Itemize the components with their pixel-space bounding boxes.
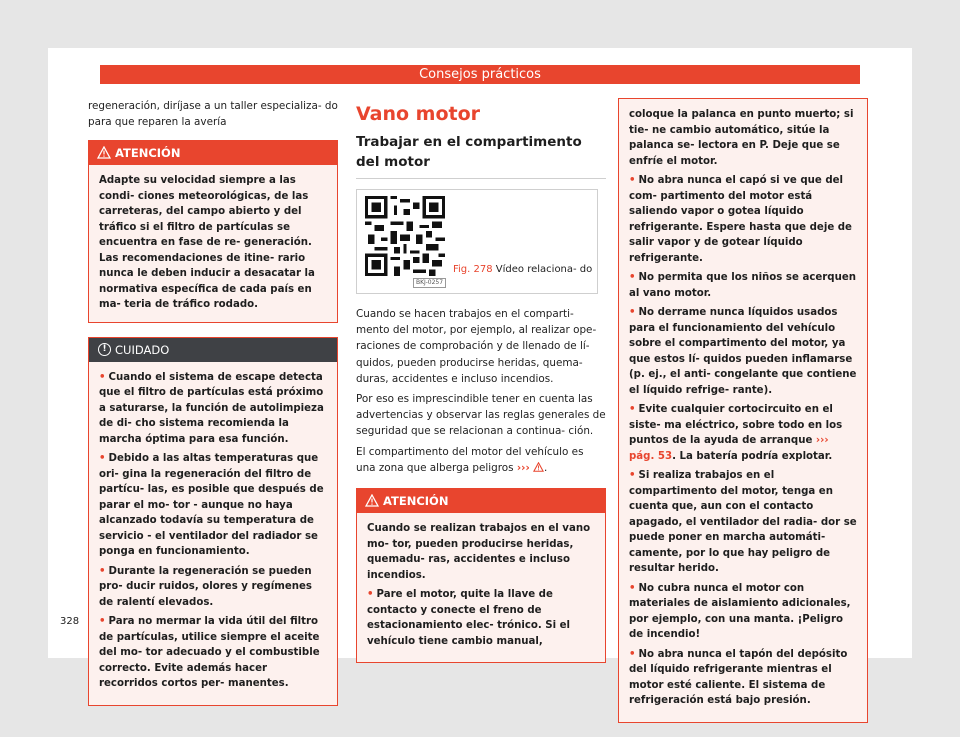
warning-title: ATENCIÓN bbox=[383, 494, 449, 509]
manual-page bbox=[48, 48, 912, 706]
figure-caption-text: Vídeo relaciona- do bbox=[495, 264, 593, 275]
warning-triangle-icon bbox=[365, 494, 379, 507]
bullet-icon: • bbox=[99, 616, 106, 628]
warning-box bbox=[88, 140, 338, 323]
warning-intro: Cuando se realizan trabajos en el vano mo- tor, pueden producirse heridas, quemadu- ras, accidentes e incluso incendios. bbox=[367, 523, 591, 581]
caution-item: • Debido a las altas temperaturas que ori- gina la regeneración del filtro de partícu- las, es posible que después de parar el mo- tor - aunque no haya alcanzado todavía su temperatura de servicio - el ventilador del radiador se ponga en funcionamiento. bbox=[99, 453, 324, 558]
warning-box-continued bbox=[618, 98, 868, 723]
figure-number: Fig. 278 bbox=[453, 264, 493, 275]
figure-code: BKJ-0257 bbox=[413, 278, 446, 288]
column-right bbox=[618, 98, 868, 737]
bullet-icon: • bbox=[629, 307, 636, 318]
column-middle bbox=[356, 98, 606, 677]
warning-item: • No permita que los niños se acerquen al vano motor. bbox=[629, 272, 856, 299]
warning-content bbox=[357, 513, 605, 662]
bullet-icon: • bbox=[629, 582, 636, 594]
column-left bbox=[88, 98, 338, 720]
bullet-icon: • bbox=[367, 589, 374, 601]
warning-header bbox=[357, 489, 605, 513]
bullet-icon: • bbox=[629, 648, 636, 660]
page-number: 328 bbox=[60, 616, 80, 627]
caution-title: CUIDADO bbox=[115, 342, 170, 357]
section-title: Vano motor bbox=[356, 103, 481, 125]
cross-reference-link[interactable]: ››› bbox=[516, 461, 530, 474]
warning-item: • No abra nunca el capó si ve que del com- partimento del motor está saliendo vapor o gotea líquido refrigerante. Espere hasta que deje de salir vapor y de gotear líquido refrigerante. bbox=[629, 175, 852, 264]
warning-triangle-icon bbox=[97, 146, 111, 159]
paragraph: Cuando se hacen trabajos en el comparti- mento del motor, por ejemplo, al realizar ope- raciones de comprobación y de llenado de lí- quidos, pueden producirse heridas, quema- duras, accidentes e incluso incendios. bbox=[356, 308, 597, 385]
warning-triangle-icon[interactable] bbox=[533, 462, 544, 472]
bullet-icon: • bbox=[629, 470, 636, 481]
page-reference-link[interactable]: ››› pág. 53 bbox=[629, 435, 829, 462]
warning-item: • No derrame nunca líquidos usados para el funcionamiento del vehículo sobre el compartimento del motor, ya que estos lí- quidos pueden inflamarse (p. ej., el anti- congelante que contiene el líquido refrige- rante). bbox=[629, 307, 857, 396]
section-subtitle: Trabajar en el compartimento del motor bbox=[356, 132, 606, 179]
figure-caption bbox=[453, 263, 593, 276]
bullet-icon: • bbox=[99, 453, 106, 465]
caution-box bbox=[88, 337, 338, 706]
continuation-text: coloque la palanca en punto muerto; si tie- ne cambio automático, sitúe la palanca se- lectora en P. Deje que se enfríe el motor. bbox=[629, 109, 854, 167]
warning-box bbox=[356, 488, 606, 663]
caution-item: • Durante la regeneración se pueden pro- ducir ruidos, olores y regímenes de ralentí elevados. bbox=[99, 565, 312, 608]
bullet-icon: • bbox=[629, 175, 636, 186]
caution-header bbox=[89, 338, 337, 362]
figure-video bbox=[356, 189, 598, 294]
warning-item: • Evite cualquier cortocircuito en el siste- ma eléctrico, sobre todo en los puntos de la ayuda de arranque ››› pág. 53. La batería podría explotar. bbox=[629, 404, 843, 462]
paragraph: Por eso es imprescindible tener en cuenta las advertencias y observar las reglas generales de seguridad que se relacionan a continua- ción. bbox=[356, 393, 606, 438]
caution-list bbox=[89, 362, 337, 705]
caution-item: • Para no mermar la vida útil del filtro de partículas, utilice siempre el aceite del mo- tor adecuado y el combustible correcto. Evite además hacer recorridos cortos per- manentes. bbox=[99, 616, 320, 690]
paragraph: El compartimento del motor del vehículo es una zona que alberga peligros ››› . bbox=[356, 445, 584, 474]
warning-continued-content bbox=[619, 99, 867, 722]
warning-item: • Pare el motor, quite la llave de contacto y conecte el freno de estacionamiento elec- trónico. Si el vehículo tiene cambio manual, bbox=[367, 589, 571, 647]
warning-text: Adapte su velocidad siempre a las condi- ciones meteorológicas, de las carreteras, del campo abierto y del tráfico si el filtro de partículas se encuentra en fase de re- generación. Las recomendaciones de itine- rario nunca le deben inducir a desacatar la normativa específica de cada país en ma- teria de tráfico rodado. bbox=[99, 175, 315, 311]
warning-item: • No cubra nunca el motor con materiales de aislamiento adicionales, por ejemplo, con una manta. ¡Peligro de incendio! bbox=[629, 582, 851, 640]
warning-header bbox=[89, 141, 337, 165]
warning-item: • Si realiza trabajos en el compartimento del motor, tenga en cuenta que, aun con el contacto apagado, el ventilador del radia- dor se puede poner en marcha automáti- camente, por lo que hay peligro de resultar herido. bbox=[629, 470, 857, 574]
caution-item: • Cuando el sistema de escape detecta que el filtro de partículas está próximo a saturarse, la función de autolimpieza de di- cho sistema recomienda la marcha óptima para esa función. bbox=[99, 371, 324, 445]
info-circle-icon: ! bbox=[98, 343, 111, 356]
qr-code-icon[interactable] bbox=[365, 196, 445, 276]
bullet-icon: • bbox=[99, 565, 106, 577]
bullet-icon: • bbox=[629, 272, 636, 283]
warning-item: • No abra nunca el tapón del depósito del líquido refrigerante mientras el motor esté caliente. El sistema de refrigeración está bajo presión. bbox=[629, 648, 848, 706]
intro-text: regeneración, diríjase a un taller especializa- do para que reparen la avería bbox=[88, 100, 338, 129]
chapter-header: Consejos prácticos bbox=[100, 65, 860, 84]
bullet-icon: • bbox=[629, 404, 636, 415]
warning-title: ATENCIÓN bbox=[115, 146, 181, 161]
bullet-icon: • bbox=[99, 371, 106, 383]
